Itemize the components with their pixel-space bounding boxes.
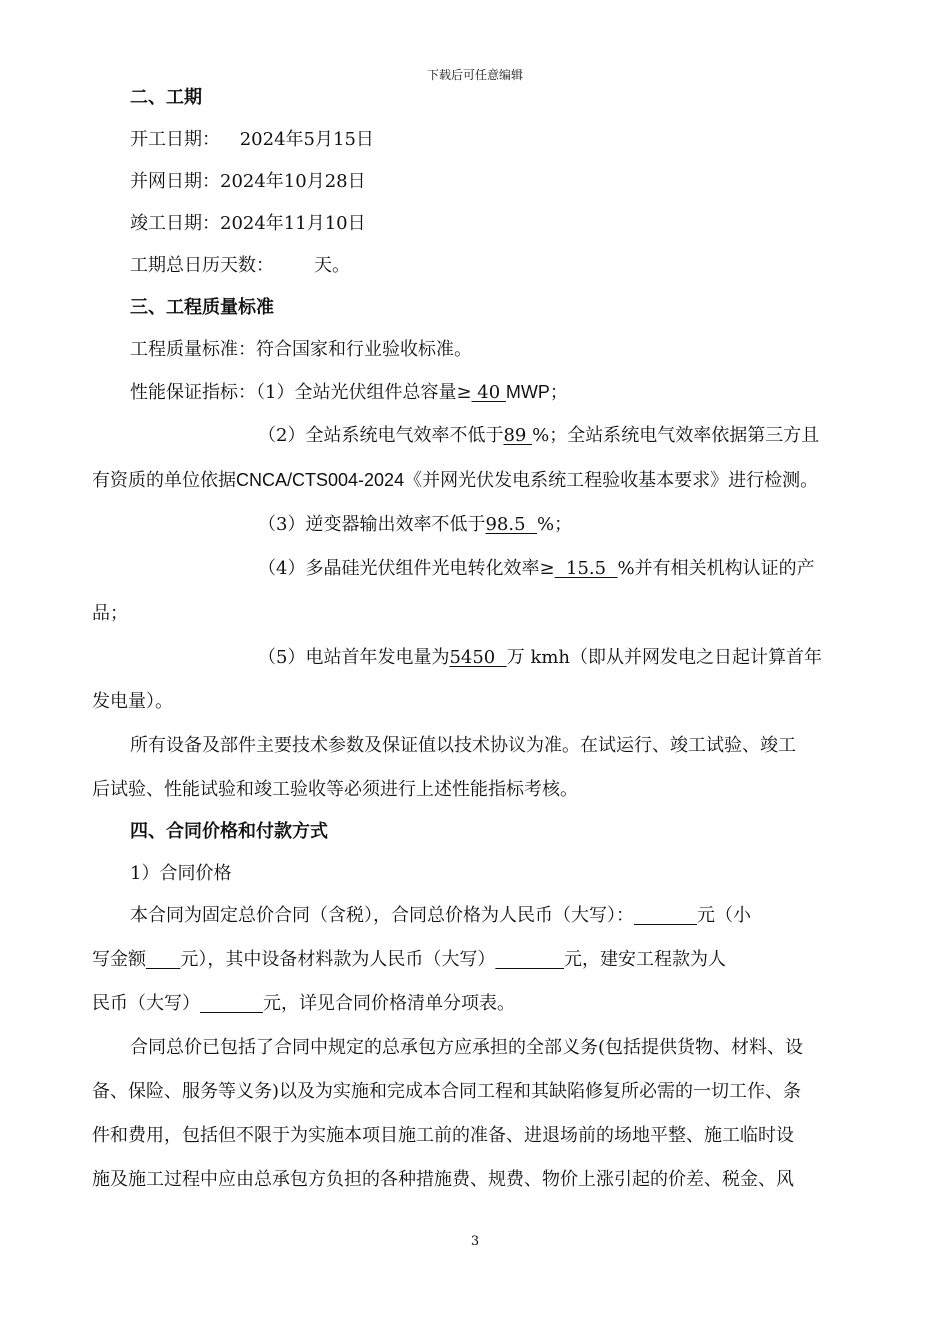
perf-item-2-text: （2）全站系统电气效率不低于 — [258, 425, 504, 446]
price-paragraph-line1 — [130, 904, 950, 928]
total-days-line — [130, 254, 950, 278]
price-text-6: 民币（大写） — [92, 993, 200, 1014]
scope-paragraph-line3: 件和费用，包括但不限于为实施本项目施工前的准备、进退场前的场地平整、施工临时设 — [92, 1125, 794, 1146]
total-days-unit: 天。 — [314, 255, 350, 276]
page-header: 下载后可任意编辑 — [426, 68, 523, 82]
start-date-line — [130, 128, 950, 152]
start-date-label: 开工日期： — [130, 129, 220, 150]
perf-item-2-line2-a: 有资质的单位依据 — [92, 470, 236, 491]
perf-item-4 — [258, 557, 950, 581]
section-heading-price: 四、合同价格和付款方式 — [130, 821, 328, 842]
section-heading-quality: 三、工程质量标准 — [130, 297, 274, 318]
perf-item-2-tail: %；全站系统电气效率依据第三方且 — [532, 425, 820, 446]
perf-item-5-tail: 万 kmh（即从并网发电之日起计算首年 — [506, 647, 823, 668]
price-text-1: 本合同为固定总价合同（含税），合同总价格为人民币（大写）： — [130, 905, 634, 926]
perf-item-4-text: （4）多晶硅光伏组件光电转化效率≥ — [258, 558, 555, 579]
perf-item-1 — [130, 380, 950, 405]
start-date-value: 2024年5月15日 — [239, 129, 374, 150]
standard-title: 《并网光伏发电系统工程验收基本要求》进行检测。 — [404, 470, 819, 491]
annual-generation-value: 5450 — [449, 647, 507, 668]
perf-item-2-line2 — [92, 468, 950, 493]
perf-item-3-tail: %； — [536, 514, 573, 535]
assessment-paragraph-line1: 所有设备及部件主要技术参数及保证值以技术协议为准。在试运行、竣工试验、竣工 — [130, 735, 796, 756]
perf-item-4-tail: %并有相关机构认证的产 — [617, 558, 815, 579]
grid-date-value: 2024年10月28日 — [220, 171, 366, 192]
finish-date-line — [130, 212, 950, 236]
perf-item-5 — [258, 646, 950, 670]
price-paragraph-line3 — [92, 992, 950, 1016]
section-heading-schedule: 二、工期 — [130, 87, 202, 108]
quality-standard-text: 工程质量标准：符合国家和行业验收标准。 — [130, 339, 472, 360]
total-days-label: 工期总日历天数： — [130, 255, 274, 276]
equipment-price-blank — [495, 949, 564, 970]
scope-paragraph-line1: 合同总价已包括了合同中规定的总承包方应承担的全部义务(包括提供货物、材料、设 — [130, 1037, 804, 1058]
total-price-blank — [634, 905, 697, 926]
perf-item-5-text: （5）电站首年发电量为 — [258, 647, 450, 668]
perf-label: 性能保证指标： — [130, 382, 256, 403]
capacity-value: 40 — [471, 382, 506, 403]
subheading-contract-price: 1）合同价格 — [130, 863, 232, 884]
efficiency-value: 89 — [503, 425, 533, 446]
finish-date-value: 2024年11月10日 — [220, 213, 366, 234]
finish-date-label: 竣工日期： — [130, 213, 220, 234]
scope-paragraph-line4: 施及施工过程中应由总承包方负担的各种措施费、规费、物价上涨引起的价差、税金、风 — [92, 1169, 794, 1190]
price-text-5: 元，建安工程款为人 — [564, 949, 727, 970]
perf-item-2 — [258, 424, 950, 448]
price-text-2: 元（小 — [696, 905, 751, 926]
price-text-3: 写金额 — [92, 949, 146, 970]
construction-price-blank — [200, 993, 263, 1014]
grid-date-label: 并网日期： — [130, 171, 220, 192]
grid-date-line — [130, 170, 950, 194]
price-text-7: 元，详见合同价格清单分项表。 — [262, 993, 515, 1014]
standard-code: CNCA/CTS004-2024 — [236, 470, 405, 490]
scope-paragraph-line2: 备、保险、服务等义务)以及为实施和完成本合同工程和其缺陷修复所必需的一切工作、条 — [92, 1081, 802, 1102]
price-paragraph-line2 — [92, 948, 950, 972]
perf-item-4-line2: 品； — [92, 603, 128, 624]
perf-item-5-line2: 发电量）。 — [92, 691, 173, 712]
capacity-unit: MWP； — [505, 382, 568, 402]
conversion-efficiency-value: 15.5 — [554, 558, 618, 579]
price-text-4: 元），其中设备材料款为人民币（大写） — [180, 949, 496, 970]
assessment-paragraph-line2: 后试验、性能试验和竣工验收等必须进行上述性能指标考核。 — [92, 779, 578, 800]
perf-item-1-text: （1）全站光伏组件总容量≥ — [256, 382, 472, 403]
total-price-figure-blank — [146, 949, 180, 970]
perf-item-3-text: （3）逆变器输出效率不低于 — [258, 514, 486, 535]
perf-item-3 — [258, 513, 950, 537]
inverter-efficiency-value: 98.5 — [485, 514, 537, 535]
page-number: 3 — [470, 1234, 480, 1249]
